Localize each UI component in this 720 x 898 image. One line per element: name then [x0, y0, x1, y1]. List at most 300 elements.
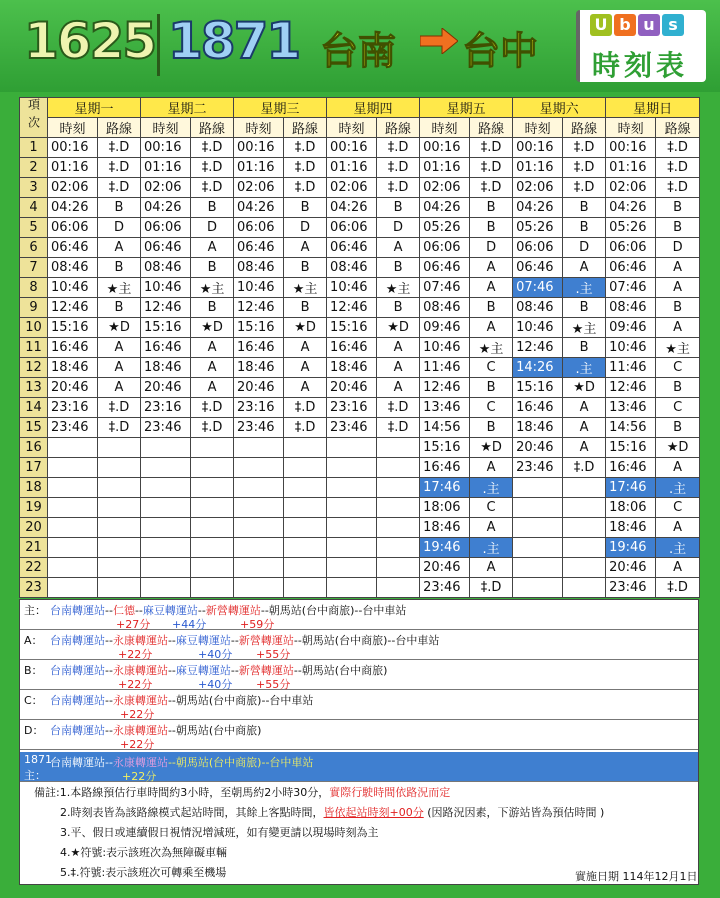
arrow-right-icon — [420, 28, 458, 54]
departure-time: 04:26 — [606, 198, 656, 218]
route-code: A — [470, 318, 513, 338]
route-code: A — [191, 238, 234, 258]
sep: -- — [230, 634, 239, 647]
route-code: B — [563, 338, 606, 358]
departure-time: 06:46 — [327, 238, 377, 258]
departure-time — [234, 538, 284, 558]
route-code: A — [656, 458, 700, 478]
route-code — [191, 438, 234, 458]
route-code: A — [470, 558, 513, 578]
departure-time: 19:46 — [606, 538, 656, 558]
departure-time: 04:26 — [513, 198, 563, 218]
departure-time — [234, 578, 284, 598]
route-code: A — [377, 238, 420, 258]
route-code — [191, 498, 234, 518]
departure-time: 15:16 — [141, 318, 191, 338]
route-code: ★D — [191, 318, 234, 338]
route-code: ★主 — [656, 338, 700, 358]
route-code: ★D — [284, 318, 327, 338]
route-code — [98, 578, 141, 598]
route-code — [191, 458, 234, 478]
route-code — [284, 558, 327, 578]
legend-row-d — [20, 720, 698, 750]
table-row — [20, 438, 700, 458]
note-1 — [34, 783, 604, 803]
route-code — [284, 578, 327, 598]
departure-time: 20:46 — [141, 378, 191, 398]
departure-time: 06:46 — [234, 238, 284, 258]
route-code: B — [470, 218, 513, 238]
legend-path — [50, 722, 261, 738]
legend-path — [50, 632, 439, 648]
departure-time: 23:46 — [420, 578, 470, 598]
route-code: A — [98, 238, 141, 258]
route-code — [284, 518, 327, 538]
departure-time — [48, 478, 98, 498]
legend-label: D： — [24, 724, 44, 737]
departure-time — [48, 538, 98, 558]
route-code — [284, 538, 327, 558]
time-offset: +22分 — [120, 708, 155, 721]
route-code: ‡.D — [191, 418, 234, 438]
row-index: 7 — [20, 258, 48, 278]
route-code: .主 — [563, 278, 606, 298]
route-code: A — [284, 338, 327, 358]
departure-time: 08:46 — [327, 258, 377, 278]
sep: -- — [197, 604, 206, 617]
departure-time: 16:46 — [48, 338, 98, 358]
route-code: C — [656, 498, 700, 518]
logo-letter: U — [590, 14, 612, 36]
departure-time: 18:46 — [606, 518, 656, 538]
stop: 永康轉運站 — [112, 724, 168, 737]
stop: 新營轉運站 — [205, 604, 261, 617]
departure-time — [327, 478, 377, 498]
route-code — [377, 538, 420, 558]
departure-time — [234, 458, 284, 478]
legend-row-b — [20, 660, 698, 690]
route-code: C — [470, 498, 513, 518]
departure-time: 23:46 — [141, 418, 191, 438]
departure-time: 18:06 — [420, 498, 470, 518]
route-code: A — [656, 318, 700, 338]
route-header: 路線 — [656, 118, 700, 138]
table-row — [20, 498, 700, 518]
route-code: A — [563, 418, 606, 438]
departure-time: 07:46 — [606, 278, 656, 298]
table-row — [20, 198, 700, 218]
departure-time: 18:46 — [48, 358, 98, 378]
note-emphasis: 實際行駛時間依路況而定 — [329, 786, 451, 799]
route-code: ‡.D — [284, 138, 327, 158]
sep: --朝馬站(台中商旅) — [293, 664, 388, 677]
route-code: A — [470, 278, 513, 298]
table-row — [20, 398, 700, 418]
departure-time — [327, 458, 377, 478]
route-code: ‡.D — [98, 178, 141, 198]
route-number-1625: 1625 — [24, 12, 156, 70]
day-header: 星期日 — [606, 98, 700, 118]
stop: 麻豆轉運站 — [175, 634, 231, 647]
route-code: A — [563, 438, 606, 458]
departure-time: 02:06 — [606, 178, 656, 198]
route-header: 路線 — [377, 118, 420, 138]
row-index: 18 — [20, 478, 48, 498]
ubus-logo — [576, 10, 706, 82]
note-3: 3.平、假日或連續假日視情況增減班，如有變更請以現場時刻為主 — [60, 826, 379, 839]
row-index: 16 — [20, 438, 48, 458]
route-code: ‡.D — [563, 158, 606, 178]
departure-time: 23:46 — [513, 458, 563, 478]
departure-time: 01:16 — [513, 158, 563, 178]
route-code: ‡.D — [470, 138, 513, 158]
route-code: B — [377, 258, 420, 278]
route-code: D — [377, 218, 420, 238]
departure-time: 08:46 — [513, 298, 563, 318]
stop: 永康轉運站 — [112, 756, 168, 769]
departure-time: 23:46 — [48, 418, 98, 438]
time-offset: +27分 — [116, 618, 151, 631]
departure-time: 02:06 — [48, 178, 98, 198]
departure-time — [141, 438, 191, 458]
departure-time: 07:46 — [513, 278, 563, 298]
route-code: B — [656, 218, 700, 238]
note-emphasis: 皆依起站時刻+00分 — [323, 806, 424, 819]
route-code: B — [284, 298, 327, 318]
row-index: 2 — [20, 158, 48, 178]
logo-letter: s — [662, 14, 684, 36]
departure-time — [48, 558, 98, 578]
route-code: ★D — [377, 318, 420, 338]
route-code: ‡.D — [377, 158, 420, 178]
departure-time — [327, 518, 377, 538]
time-offset: +55分 — [256, 678, 291, 691]
departure-time: 00:16 — [327, 138, 377, 158]
stop: 台南轉運站 — [50, 664, 105, 677]
route-header: 路線 — [284, 118, 327, 138]
departure-time: 18:46 — [327, 358, 377, 378]
route-code: .主 — [470, 478, 513, 498]
row-index: 9 — [20, 298, 48, 318]
origin-city: 台南 — [320, 29, 397, 73]
route-code: B — [656, 298, 700, 318]
route-code — [98, 458, 141, 478]
departure-time: 23:16 — [141, 398, 191, 418]
time-offset: +22分 — [118, 678, 153, 691]
route-code — [284, 458, 327, 478]
route-code — [563, 478, 606, 498]
timetable — [19, 97, 700, 598]
route-code: ★D — [563, 378, 606, 398]
departure-time — [48, 578, 98, 598]
departure-time: 20:46 — [327, 378, 377, 398]
row-index: 12 — [20, 358, 48, 378]
route-code: ‡.D — [656, 158, 700, 178]
departure-time: 23:16 — [48, 398, 98, 418]
route-header: 路線 — [470, 118, 513, 138]
departure-time — [48, 438, 98, 458]
route-code: B — [284, 258, 327, 278]
route-code — [98, 478, 141, 498]
departure-time — [327, 538, 377, 558]
departure-time: 00:16 — [513, 138, 563, 158]
route-code: ‡.D — [470, 178, 513, 198]
route-code: B — [98, 258, 141, 278]
route-code: ★D — [656, 438, 700, 458]
route-code: A — [98, 378, 141, 398]
day-header: 星期三 — [234, 98, 327, 118]
table-row — [20, 578, 700, 598]
row-index: 15 — [20, 418, 48, 438]
header-banner — [0, 0, 720, 92]
departure-time: 10:46 — [141, 278, 191, 298]
departure-time — [327, 578, 377, 598]
departure-time: 13:46 — [420, 398, 470, 418]
departure-time: 15:16 — [234, 318, 284, 338]
departure-time: 06:06 — [327, 218, 377, 238]
departure-time: 18:46 — [420, 518, 470, 538]
row-index: 19 — [20, 498, 48, 518]
stop: 台南轉運站 — [50, 756, 105, 769]
route-code: B — [656, 418, 700, 438]
day-header: 星期四 — [327, 98, 420, 118]
route-code — [563, 558, 606, 578]
table-row — [20, 478, 700, 498]
route-code: B — [656, 198, 700, 218]
route-code — [191, 478, 234, 498]
stop: 新營轉運站 — [238, 664, 294, 677]
route-code: A — [284, 378, 327, 398]
route-code: ‡.D — [98, 158, 141, 178]
day-header: 星期六 — [513, 98, 606, 118]
logo-letter: b — [614, 14, 636, 36]
route-code: B — [470, 418, 513, 438]
departure-time — [234, 478, 284, 498]
departure-time: 20:46 — [420, 558, 470, 578]
legend-label: 主： — [24, 769, 46, 782]
note-text: 2.時刻表皆為該路線模式起站時間，其餘上客點時間， — [60, 806, 324, 819]
route-code: ‡.D — [656, 178, 700, 198]
route-number-1871: 1871 — [168, 12, 300, 70]
departure-time — [234, 518, 284, 538]
time-header: 時刻 — [606, 118, 656, 138]
departure-time: 01:16 — [606, 158, 656, 178]
route-code: A — [563, 258, 606, 278]
table-row — [20, 278, 700, 298]
timetable-body — [20, 138, 700, 598]
route-code — [284, 438, 327, 458]
departure-time — [513, 498, 563, 518]
departure-time: 08:46 — [606, 298, 656, 318]
departure-time: 05:26 — [606, 218, 656, 238]
route-code — [191, 558, 234, 578]
departure-time: 08:46 — [48, 258, 98, 278]
departure-time — [513, 478, 563, 498]
legend-path — [50, 602, 406, 618]
departure-time: 14:56 — [420, 418, 470, 438]
route-code: A — [284, 238, 327, 258]
departure-time: 05:26 — [420, 218, 470, 238]
table-row — [20, 218, 700, 238]
departure-time — [141, 558, 191, 578]
route-code: A — [191, 378, 234, 398]
departure-time: 14:26 — [513, 358, 563, 378]
departure-time: 16:46 — [420, 458, 470, 478]
departure-time: 10:46 — [606, 338, 656, 358]
departure-time: 01:16 — [141, 158, 191, 178]
notes — [34, 783, 604, 883]
departure-time: 15:16 — [48, 318, 98, 338]
departure-time — [141, 498, 191, 518]
route-code — [284, 498, 327, 518]
route-code: ‡.D — [191, 398, 234, 418]
departure-time: 01:16 — [48, 158, 98, 178]
stop: 永康轉運站 — [112, 694, 168, 707]
time-offset: +22分 — [122, 770, 157, 783]
departure-time: 00:16 — [141, 138, 191, 158]
row-index: 13 — [20, 378, 48, 398]
route-code: ★D — [98, 318, 141, 338]
route-code: ★D — [470, 438, 513, 458]
departure-time — [141, 578, 191, 598]
route-code: ‡.D — [656, 138, 700, 158]
route-code: A — [284, 358, 327, 378]
route-code: B — [563, 218, 606, 238]
departure-time: 00:16 — [606, 138, 656, 158]
index-header — [20, 98, 48, 138]
departure-time: 05:26 — [513, 218, 563, 238]
table-row — [20, 338, 700, 358]
departure-time: 12:46 — [327, 298, 377, 318]
table-row — [20, 458, 700, 478]
departure-time: 17:46 — [606, 478, 656, 498]
legend-path — [50, 692, 313, 708]
route-code — [98, 498, 141, 518]
table-row — [20, 258, 700, 278]
departure-time: 00:16 — [420, 138, 470, 158]
table-row — [20, 158, 700, 178]
stop: 台南轉運站 — [50, 604, 105, 617]
route-code: B — [284, 198, 327, 218]
table-row — [20, 298, 700, 318]
departure-time: 16:46 — [606, 458, 656, 478]
table-row — [20, 558, 700, 578]
time-header: 時刻 — [327, 118, 377, 138]
departure-time: 02:06 — [513, 178, 563, 198]
route-code: B — [563, 298, 606, 318]
row-index: 23 — [20, 578, 48, 598]
route-code: ★主 — [98, 278, 141, 298]
departure-time: 16:46 — [513, 398, 563, 418]
route-code: A — [191, 338, 234, 358]
departure-time — [48, 518, 98, 538]
route-code: ‡.D — [377, 398, 420, 418]
route-code: B — [377, 198, 420, 218]
route-code: B — [191, 298, 234, 318]
departure-time: 23:16 — [327, 398, 377, 418]
departure-time: 10:46 — [420, 338, 470, 358]
table-row — [20, 318, 700, 338]
route-code: D — [656, 238, 700, 258]
route-code — [98, 438, 141, 458]
time-offset: +22分 — [120, 738, 155, 751]
route-code: A — [191, 358, 234, 378]
row-index: 3 — [20, 178, 48, 198]
departure-time: 04:26 — [48, 198, 98, 218]
route-header: 路線 — [191, 118, 234, 138]
departure-time: 10:46 — [48, 278, 98, 298]
departure-time: 00:16 — [48, 138, 98, 158]
departure-time: 15:16 — [327, 318, 377, 338]
legend-label: A： — [24, 634, 43, 647]
departure-time: 12:46 — [48, 298, 98, 318]
departure-time: 11:46 — [420, 358, 470, 378]
destination-city: 台中 — [462, 29, 539, 73]
header-divider — [157, 14, 160, 76]
row-index: 22 — [20, 558, 48, 578]
row-index: 5 — [20, 218, 48, 238]
table-row — [20, 138, 700, 158]
departure-time: 16:46 — [327, 338, 377, 358]
legend-label: C： — [24, 694, 43, 707]
table-row — [20, 358, 700, 378]
departure-time: 04:26 — [141, 198, 191, 218]
sep: --朝馬站(台中商旅)--台中車站 — [167, 756, 314, 769]
route-code: A — [98, 338, 141, 358]
departure-time: 06:06 — [48, 218, 98, 238]
departure-time — [141, 478, 191, 498]
legend-label: 1871 — [24, 753, 52, 766]
row-index: 1 — [20, 138, 48, 158]
row-index: 10 — [20, 318, 48, 338]
table-row — [20, 538, 700, 558]
sep: -- — [134, 604, 143, 617]
departure-time: 06:46 — [606, 258, 656, 278]
day-header: 星期二 — [141, 98, 234, 118]
time-header: 時刻 — [141, 118, 191, 138]
table-row — [20, 418, 700, 438]
route-code: A — [377, 378, 420, 398]
route-code: ‡.D — [98, 398, 141, 418]
route-code — [98, 518, 141, 538]
departure-time: 23:46 — [234, 418, 284, 438]
departure-time: 12:46 — [513, 338, 563, 358]
stop: 麻豆轉運站 — [142, 604, 198, 617]
time-header: 時刻 — [234, 118, 284, 138]
time-header: 時刻 — [48, 118, 98, 138]
departure-time: 09:46 — [606, 318, 656, 338]
route-code: B — [191, 258, 234, 278]
legend-label: 主： — [24, 604, 46, 617]
sep: -- — [167, 634, 176, 647]
route-code: ‡.D — [191, 178, 234, 198]
sep: -- — [105, 756, 113, 769]
departure-time: 06:06 — [513, 238, 563, 258]
stop: 台南轉運站 — [50, 634, 105, 647]
day-header-row — [20, 98, 700, 118]
time-header: 時刻 — [513, 118, 563, 138]
sep: --朝馬站(台中商旅)--台中車站 — [293, 634, 440, 647]
row-index: 14 — [20, 398, 48, 418]
departure-time: 20:46 — [606, 558, 656, 578]
route-code: ★主 — [563, 318, 606, 338]
departure-time: 18:06 — [606, 498, 656, 518]
time-offset: +55分 — [256, 648, 291, 661]
note-2 — [34, 803, 604, 823]
row-index: 17 — [20, 458, 48, 478]
route-code — [98, 558, 141, 578]
departure-time: 02:06 — [327, 178, 377, 198]
